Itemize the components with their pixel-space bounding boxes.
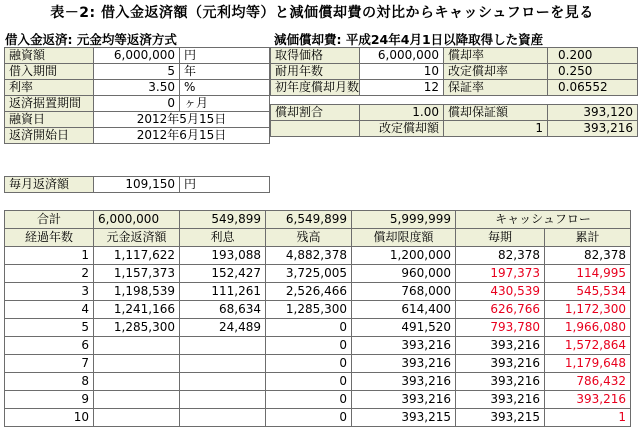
cell-period[interactable]: 393,216 bbox=[456, 373, 545, 391]
cell-year[interactable]: 2 bbox=[5, 265, 94, 283]
cell-principal[interactable]: 1,198,539 bbox=[94, 283, 180, 301]
dep-value2-2: 0.06552 bbox=[547, 79, 638, 96]
cell-cumulative[interactable]: 1,572,864 bbox=[545, 337, 631, 355]
monthly-payment-value[interactable]: 109,150 bbox=[93, 176, 180, 193]
cell-interest[interactable] bbox=[180, 337, 266, 355]
cell-period[interactable]: 393,216 bbox=[456, 337, 545, 355]
cell-year[interactable]: 10 bbox=[5, 409, 94, 427]
table-row bbox=[5, 247, 631, 265]
table-row bbox=[5, 391, 631, 409]
cell-year[interactable]: 8 bbox=[5, 373, 94, 391]
cell-year[interactable]: 7 bbox=[5, 355, 94, 373]
cell-principal[interactable]: 1,241,166 bbox=[94, 301, 180, 319]
cell-balance[interactable]: 0 bbox=[266, 391, 352, 409]
cell-interest[interactable]: 193,088 bbox=[180, 247, 266, 265]
col-period: 毎期 bbox=[456, 229, 545, 247]
cell-interest[interactable]: 24,489 bbox=[180, 319, 266, 337]
cell-cumulative[interactable]: 1,179,648 bbox=[545, 355, 631, 373]
cell-interest[interactable] bbox=[180, 355, 266, 373]
cell-principal[interactable]: 1,157,373 bbox=[94, 265, 180, 283]
cell-limit[interactable]: 491,520 bbox=[352, 319, 456, 337]
loan-label-5: 返済開始日 bbox=[4, 127, 94, 144]
cell-limit[interactable]: 1,200,000 bbox=[352, 247, 456, 265]
loan-unit-3: ヶ月 bbox=[179, 95, 270, 112]
cell-limit[interactable]: 768,000 bbox=[352, 283, 456, 301]
table-row bbox=[5, 301, 631, 319]
cell-cumulative[interactable]: 393,216 bbox=[545, 391, 631, 409]
cell-year[interactable]: 6 bbox=[5, 337, 94, 355]
loan-value-2[interactable]: 3.50 bbox=[93, 79, 180, 96]
cell-interest[interactable]: 68,634 bbox=[180, 301, 266, 319]
loan-label-2: 利率 bbox=[4, 79, 94, 96]
loan-label-3: 返済据置期間 bbox=[4, 95, 94, 112]
loan-value-0[interactable]: 6,000,000 bbox=[93, 47, 180, 64]
loan-value-3[interactable]: 0 bbox=[93, 95, 180, 112]
cell-period[interactable]: 393,215 bbox=[456, 409, 545, 427]
cell-period[interactable]: 430,539 bbox=[456, 283, 545, 301]
cell-period[interactable]: 393,216 bbox=[456, 355, 545, 373]
cell-year[interactable]: 1 bbox=[5, 247, 94, 265]
cell-principal[interactable] bbox=[94, 337, 180, 355]
cell-year[interactable]: 5 bbox=[5, 319, 94, 337]
dep-value2-1: 0.250 bbox=[547, 63, 638, 80]
dep-label-1: 耐用年数 bbox=[270, 63, 360, 80]
guarantee-label: 償却保証額 bbox=[443, 104, 548, 121]
sheet-title: 表－2: 借入金返済額（元利均等）と減価償却費の対比からキャッシュフローを見る bbox=[50, 5, 594, 21]
col-year: 経過年数 bbox=[5, 229, 94, 247]
col-balance: 残高 bbox=[266, 229, 352, 247]
cell-principal[interactable] bbox=[94, 409, 180, 427]
cell-year[interactable]: 3 bbox=[5, 283, 94, 301]
depreciation-section-title: 減価償却費: 平成24年4月1日以降取得した資産 bbox=[274, 32, 544, 47]
cell-cumulative[interactable]: 114,995 bbox=[545, 265, 631, 283]
cell-cumulative[interactable]: 545,534 bbox=[545, 283, 631, 301]
cell-period[interactable]: 82,378 bbox=[456, 247, 545, 265]
cell-balance[interactable]: 1,285,300 bbox=[266, 301, 352, 319]
guarantee-value[interactable]: 393,120 bbox=[547, 104, 638, 121]
cell-balance[interactable]: 0 bbox=[266, 337, 352, 355]
table-row bbox=[5, 265, 631, 283]
table-row bbox=[5, 373, 631, 391]
table-row bbox=[5, 355, 631, 373]
totals-interest: 549,899 bbox=[180, 211, 266, 229]
cell-cumulative[interactable]: 82,378 bbox=[545, 247, 631, 265]
totals-balance: 6,549,899 bbox=[266, 211, 352, 229]
loan-unit-2: % bbox=[179, 79, 270, 96]
cell-year[interactable]: 4 bbox=[5, 301, 94, 319]
monthly-payment-label: 毎月返済額 bbox=[4, 176, 94, 193]
totals-row bbox=[5, 211, 631, 229]
cell-period[interactable]: 197,373 bbox=[456, 265, 545, 283]
loan-value-5[interactable]: 2012年6月15日 bbox=[93, 127, 270, 144]
table-row bbox=[5, 337, 631, 355]
dep-label-2: 初年度償却月数 bbox=[270, 79, 360, 96]
cell-balance[interactable]: 4,882,378 bbox=[266, 247, 352, 265]
cell-balance[interactable]: 0 bbox=[266, 319, 352, 337]
cell-balance[interactable]: 3,725,005 bbox=[266, 265, 352, 283]
cell-period[interactable]: 393,216 bbox=[456, 391, 545, 409]
cell-period[interactable]: 626,766 bbox=[456, 301, 545, 319]
totals-label: 合計 bbox=[5, 211, 94, 229]
cell-interest[interactable] bbox=[180, 391, 266, 409]
dep-label2-0: 償却率 bbox=[443, 47, 548, 64]
cell-limit[interactable]: 393,216 bbox=[352, 355, 456, 373]
revised-value[interactable]: 393,216 bbox=[547, 120, 638, 137]
cell-balance[interactable]: 0 bbox=[266, 355, 352, 373]
loan-value-1[interactable]: 5 bbox=[93, 63, 180, 80]
cell-principal[interactable]: 1,117,622 bbox=[94, 247, 180, 265]
totals-principal: 6,000,000 bbox=[94, 211, 180, 229]
cashflow-header: キャッシュフロー bbox=[456, 211, 631, 229]
col-limit: 償却限度額 bbox=[352, 229, 456, 247]
col-principal: 元金返済額 bbox=[94, 229, 180, 247]
monthly-payment-unit: 円 bbox=[179, 176, 270, 193]
cell-balance[interactable]: 0 bbox=[266, 409, 352, 427]
cell-interest[interactable] bbox=[180, 409, 266, 427]
cell-principal[interactable] bbox=[94, 373, 180, 391]
cell-balance[interactable]: 0 bbox=[266, 373, 352, 391]
loan-unit-0: 円 bbox=[179, 47, 270, 64]
revised-index: 1 bbox=[443, 120, 548, 137]
col-interest: 利息 bbox=[180, 229, 266, 247]
loan-label-4: 融資日 bbox=[4, 111, 94, 128]
loan-label-1: 借入期間 bbox=[4, 63, 94, 80]
cell-limit[interactable]: 614,400 bbox=[352, 301, 456, 319]
loan-label-0: 融資額 bbox=[4, 47, 94, 64]
totals-limit: 5,999,999 bbox=[352, 211, 456, 229]
cell-cumulative[interactable]: 786,432 bbox=[545, 373, 631, 391]
dep-value-2[interactable]: 12 bbox=[359, 79, 444, 96]
dep-label2-2: 保証率 bbox=[443, 79, 548, 96]
loan-section-title: 借入金返済: 元金均等返済方式 bbox=[5, 32, 177, 47]
cell-cumulative[interactable]: 1 bbox=[545, 409, 631, 427]
cell-principal[interactable] bbox=[94, 391, 180, 409]
dep-label2-1: 改定償却率 bbox=[443, 63, 548, 80]
cell-cumulative[interactable]: 1,172,300 bbox=[545, 301, 631, 319]
ratio-label: 償却割合 bbox=[270, 104, 360, 121]
cell-limit[interactable]: 393,216 bbox=[352, 337, 456, 355]
loan-value-4[interactable]: 2012年5月15日 bbox=[93, 111, 270, 128]
ratio-value[interactable]: 1.00 bbox=[359, 104, 444, 121]
cell-year[interactable]: 9 bbox=[5, 391, 94, 409]
cell-principal[interactable] bbox=[94, 355, 180, 373]
cell-limit[interactable]: 393,216 bbox=[352, 391, 456, 409]
cell-cumulative[interactable]: 1,966,080 bbox=[545, 319, 631, 337]
table-row bbox=[5, 409, 631, 427]
cell-limit[interactable]: 393,215 bbox=[352, 409, 456, 427]
dep-label-0: 取得価格 bbox=[270, 47, 360, 64]
col-cumulative: 累計 bbox=[545, 229, 631, 247]
dep-value-1[interactable]: 10 bbox=[359, 63, 444, 80]
dep-value-0[interactable]: 6,000,000 bbox=[359, 47, 444, 64]
revised-blank bbox=[270, 120, 360, 137]
cell-interest[interactable]: 111,261 bbox=[180, 283, 266, 301]
cell-interest[interactable]: 152,427 bbox=[180, 265, 266, 283]
revised-label: 改定償却額 bbox=[359, 120, 444, 137]
cell-balance[interactable]: 2,526,466 bbox=[266, 283, 352, 301]
cell-limit[interactable]: 393,216 bbox=[352, 373, 456, 391]
loan-unit-1: 年 bbox=[179, 63, 270, 80]
column-header-row bbox=[5, 229, 631, 247]
cashflow-table bbox=[4, 210, 631, 427]
cell-principal[interactable]: 1,285,300 bbox=[94, 319, 180, 337]
cell-interest[interactable] bbox=[180, 373, 266, 391]
dep-value2-0: 0.200 bbox=[547, 47, 638, 64]
cell-period[interactable]: 793,780 bbox=[456, 319, 545, 337]
table-row bbox=[5, 283, 631, 301]
cell-limit[interactable]: 960,000 bbox=[352, 265, 456, 283]
table-row bbox=[5, 319, 631, 337]
